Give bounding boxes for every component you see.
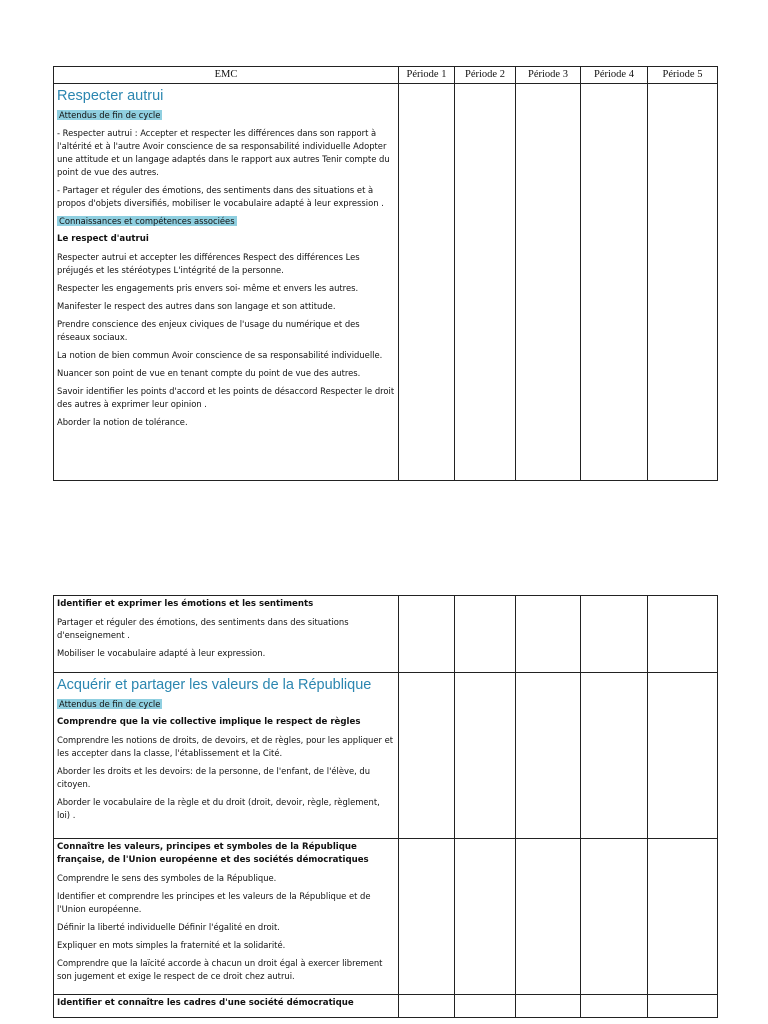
period-2-cell[interactable] [455, 995, 516, 1018]
period-4-cell[interactable] [581, 673, 648, 839]
content-row [54, 596, 718, 673]
content-row [54, 84, 718, 481]
period-1-cell[interactable] [399, 673, 455, 839]
period-4-cell[interactable] [581, 84, 648, 481]
list-item: Respecter autrui et accepter les différences Respect des différences Les préjugés et les stéréotypes L'intégrité de la personne. [57, 252, 360, 275]
period-4-cell[interactable] [581, 839, 648, 995]
section-title: Respecter autrui [57, 88, 164, 104]
period-3-header: Période 3 [516, 67, 581, 84]
period-4-cell[interactable] [581, 596, 648, 673]
subject-header: EMC [54, 67, 399, 84]
subsection-title: Le respect d'autrui [57, 234, 149, 244]
period-1-header: Période 1 [399, 67, 455, 84]
period-3-cell[interactable] [516, 839, 581, 995]
period-4-header: Période 4 [581, 67, 648, 84]
list-item: Manifester le respect des autres dans son langage et son attitude. [57, 301, 336, 311]
period-2-cell[interactable] [455, 673, 516, 839]
period-2-header: Période 2 [455, 67, 516, 84]
period-5-cell[interactable] [648, 84, 718, 481]
list-item: Respecter les engagements pris envers soi- même et envers les autres. [57, 283, 359, 293]
list-item: Prendre conscience des enjeux civiques de l'usage du numérique et des réseaux sociaux. [57, 319, 360, 342]
list-item: Comprendre le sens des symboles de la République. [57, 873, 277, 883]
period-4-cell[interactable] [581, 995, 648, 1018]
list-item: Comprendre que la laïcité accorde à chacun un droit égal à exercer librement son jugement et exige le respect de ce droit chez autrui. [57, 958, 383, 981]
list-item: Nuancer son point de vue en tenant compte du point de vue des autres. [57, 368, 361, 378]
header-row [54, 67, 718, 84]
list-item: Comprendre les notions de droits, de devoirs, et de règles, pour les appliquer et les accepter dans la classe, l'établissement et la Cité. [57, 735, 394, 758]
content-cell [54, 84, 399, 481]
list-item: Savoir identifier les points d'accord et les points de désaccord Respecter le droit des autres à exprimer leur opinion . [57, 386, 395, 409]
period-5-cell[interactable] [648, 673, 718, 839]
section-heading: Identifier et exprimer les émotions et les sentiments [57, 599, 314, 609]
period-3-cell[interactable] [516, 995, 581, 1018]
section-heading: Identifier et connaître les cadres d'une société démocratique [57, 998, 354, 1008]
list-item: Identifier et comprendre les principes et les valeurs de la République et de l'Union européenne. [57, 891, 371, 914]
section-title: Acquérir et partager les valeurs de la République [57, 677, 372, 693]
period-2-cell[interactable] [455, 839, 516, 995]
content-row [54, 839, 718, 995]
list-item: La notion de bien commun Avoir conscience de sa responsabilité individuelle. [57, 350, 383, 360]
paragraph: - Respecter autrui : Accepter et respecter les différences dans son rapport à l'altérité et à l'autre Avoir conscience de sa responsabilité individuelle Adopter une attitude et un langage adaptés dans le rapport aux autres Tenir compte du point de vue des autres. [57, 128, 390, 177]
content-cell [54, 995, 399, 1018]
highlight-tag: Attendus de fin de cycle [59, 110, 161, 120]
highlight-tag: Attendus de fin de cycle [59, 699, 161, 709]
period-3-cell[interactable] [516, 596, 581, 673]
content-cell [54, 839, 399, 995]
period-3-cell[interactable] [516, 84, 581, 481]
period-2-cell[interactable] [455, 84, 516, 481]
subsection-title: Comprendre que la vie collective implique le respect de règles [57, 717, 361, 727]
period-2-cell[interactable] [455, 596, 516, 673]
list-item: Aborder la notion de tolérance. [57, 417, 188, 427]
list-item: Partager et réguler des émotions, des sentiments dans des situations d'enseignement . [57, 617, 349, 640]
content-row [54, 673, 718, 839]
period-5-cell[interactable] [648, 839, 718, 995]
list-item: Aborder le vocabulaire de la règle et du droit (droit, devoir, règle, règlement, loi) . [57, 797, 380, 820]
period-1-cell[interactable] [399, 596, 455, 673]
period-3-cell[interactable] [516, 673, 581, 839]
list-item: Aborder les droits et les devoirs: de la personne, de l'enfant, de l'élève, du citoyen. [57, 766, 371, 789]
paragraph: - Partager et réguler des émotions, des sentiments dans des situations et à propos d'objets diversifiés, mobiliser le vocabulaire adapté à leur expression . [57, 185, 384, 208]
period-5-cell[interactable] [648, 596, 718, 673]
list-item: Mobiliser le vocabulaire adapté à leur expression. [57, 648, 266, 658]
period-1-cell[interactable] [399, 995, 455, 1018]
period-1-cell[interactable] [399, 839, 455, 995]
period-5-cell[interactable] [648, 995, 718, 1018]
section-heading: Connaître les valeurs, principes et symboles de la République française, de l'Union européenne et des sociétés démocratiques [57, 842, 369, 865]
list-item: Expliquer en mots simples la fraternité et la solidarité. [57, 940, 286, 950]
list-item: Définir la liberté individuelle Définir l'égalité en droit. [57, 922, 280, 932]
period-5-header: Période 5 [648, 67, 718, 84]
content-cell [54, 596, 399, 673]
content-cell [54, 673, 399, 839]
period-1-cell[interactable] [399, 84, 455, 481]
highlight-tag: Connaissances et compétences associées [59, 216, 235, 226]
content-row [54, 995, 718, 1018]
emc-table-valeurs-republique [53, 595, 718, 1018]
emc-table-respecter-autrui [53, 66, 718, 481]
